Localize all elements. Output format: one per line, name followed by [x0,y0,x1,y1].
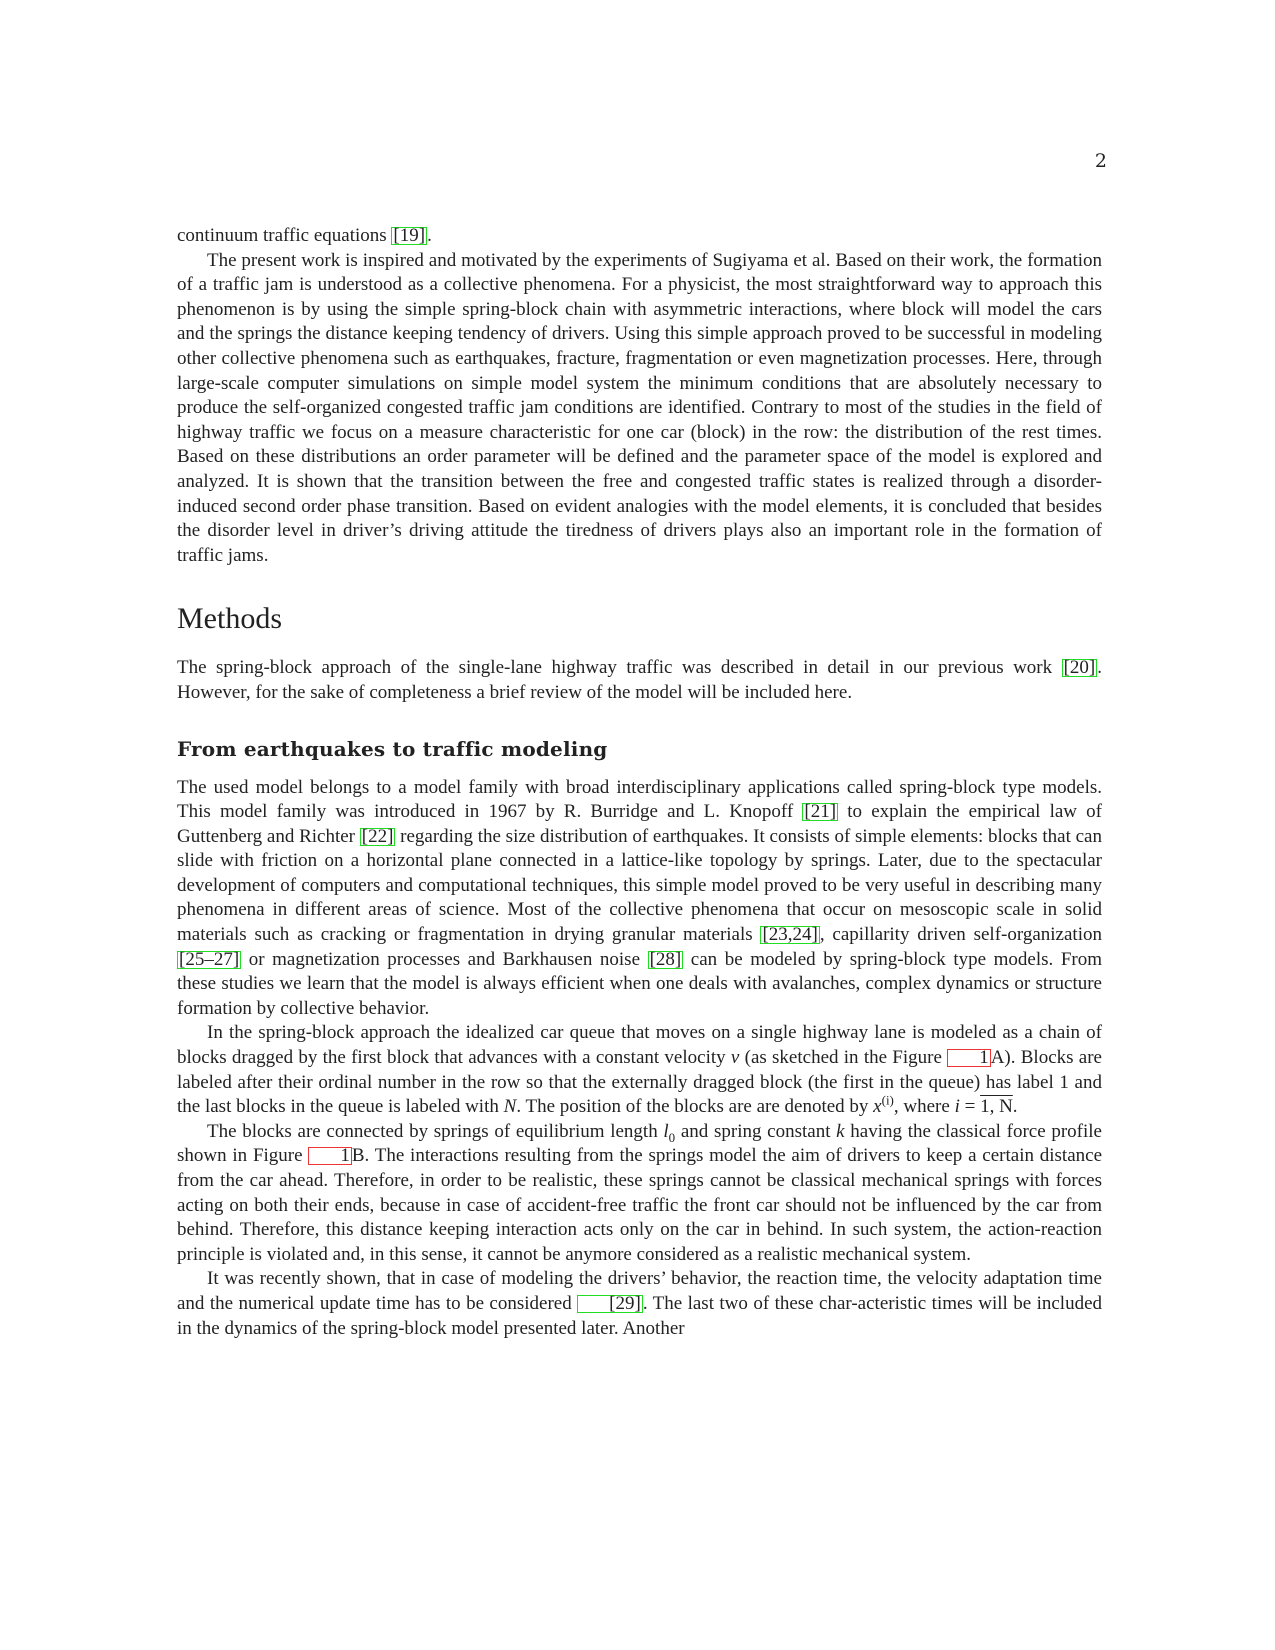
text: . [1012,1096,1018,1118]
text: (as sketched in the Figure [739,1047,948,1069]
text: regarding the size distribution of earthquakes. It consists of simple elements: blocks that can slide with friction on a horizontal plane connected in a lattice-like topology by springs. Later, due to the spectacular development of computers and computational techniques, this simple model proved to be very useful in describing many phenomena in different areas of science. Most of the collective phenomena that occur on mesoscopic scale in solid materials such as cracking or fragmentation in drying granular materials [177,825,1102,946]
text: . The position of the blocks are are denoted by [516,1096,874,1118]
text: and spring constant [675,1120,837,1142]
math-i: i [954,1096,960,1118]
math-subscript: 0 [668,1129,676,1145]
text: The used model belongs to a model family with broad interdisciplinary applications called spring-block type models. This model family was introduced in 1967 by R. Burridge and L. Knopoff [177,776,1102,823]
text: to explain the empirical law of Guttenberg and Richter [177,801,1103,847]
text: or magnetization processes and Barkhausen noise [241,948,648,970]
citation-link[interactable]: [25–27] [179,948,240,970]
text: , where [893,1096,955,1118]
math-v: v [730,1047,740,1069]
text: , capillarity driven self-organization [819,924,1102,946]
page-number: 2 [1094,150,1107,172]
text: In the spring-block approach the idealized car queue that moves on a single highway lane is modeled as a chain of blocks dragged by the first block that advances with a constant velocity [177,1022,1102,1069]
citation-link[interactable]: [19] [393,225,426,246]
text: B. The interactions resulting from the springs model the aim of drivers to keep a certain distance from the car ahead. Therefore, in order to be realistic, these springs cannot be classical mechanical springs with forces acting on both their ends, because in case of accident-free traffic the front car should not be influenced by the car from behind. Therefore, this distance keeping interaction acts only on the car in behind. In such system, the action-reaction principle is violated and, in this sense, it cannot be anymore considered as a realistic mechanical system. [177,1145,1103,1265]
text: . The last two of these char-acteristic times will be included in the dynamics of the spring-block model presented later. Another [177,1292,1102,1339]
paragraph-reaction-time [177,1267,1102,1341]
text: It was recently shown, that in case of modeling the drivers’ behavior, the reaction time, the velocity adaptation time and the numerical update time has to be considered [177,1268,1102,1314]
paragraph-methods-intro [177,656,1102,705]
text: having the classical force profile shown in Figure [177,1120,1102,1167]
citation-link[interactable]: [22] [361,825,394,847]
citation-link[interactable]: [23,24] [762,924,818,946]
text: . [427,225,432,246]
text: . However, for the sake of completeness a brief review of the model will be included here. [177,657,1102,703]
citation-link[interactable]: [29] [577,1295,643,1313]
main-content [177,224,1102,1341]
paragraph-springs [177,1120,1102,1268]
citation-link[interactable]: [20] [1063,657,1096,679]
math-x: x [873,1096,882,1118]
paragraph-model-family [177,776,1102,1022]
math-l: l [663,1120,669,1142]
math-k: k [836,1120,845,1142]
text: continuum traffic equations [177,225,392,246]
math-superscript: (i) [881,1092,894,1108]
citation-link[interactable]: [21] [804,801,837,823]
figure-link[interactable]: 1 [947,1049,991,1067]
subsection-heading: From earthquakes to traffic modeling [177,736,608,761]
text: A). Blocks are labeled after their ordinal number in the row so that the externally dragged block (the first in the queue) has label 1 and the last blocks in the queue is labeled with [177,1047,1102,1118]
figure-link[interactable]: 1 [308,1147,352,1165]
math-N: N [503,1096,517,1118]
section-heading-methods: Methods [177,602,282,636]
text: = [959,1096,981,1118]
math-range: 1, N [980,1096,1013,1118]
text: can be modeled by spring-block type models. From these studies we learn that the model is always efficient when one deals with avalanches, complex dynamics or structure formation by collective behavior. [177,948,1102,1019]
citation-link[interactable]: [28] [649,948,682,970]
text: The spring-block approach of the single-lane highway traffic was described in detail in our previous work [177,657,1062,679]
text: The blocks are connected by springs of equilibrium length [207,1120,664,1142]
paragraph-motivation: The present work is inspired and motivated by the experiments of Sugiyama et al. Based on their work, the formation of a traffic jam is understood as a collective phenomena. For a physicist, the most straightforward way to approach this phenomenon is by using the simple spring-block chain with asymmetric interactions, where block will model the cars and the springs the distance keeping tendency of drivers. Using this simple approach proved to be successful in modeling other collective phenomena such as earthquakes, fracture, fragmentation or even magnetization processes. Here, through large-scale computer simulations on simple model system the minimum conditions that are absolutely necessary to produce the self-organized congested traffic jam conditions are identified. Contrary to most of the studies in the field of highway traffic we focus on a measure characteristic for one car (block) in the row: the distribution of the rest times. Based on these distributions an order parameter will be defined and the parameter space of the model is explored and analyzed. It is shown that the transition between the free and congested traffic states is realized through a disorder-induced second order phase transition. Based on evident analogies with the model elements, it is concluded that besides the disorder level in driver’s driving attitude the tiredness of drivers plays also an important role in the formation of traffic jams. [177,249,1102,566]
paragraph-car-queue [177,1021,1102,1119]
paragraph-continuation [177,224,1102,249]
